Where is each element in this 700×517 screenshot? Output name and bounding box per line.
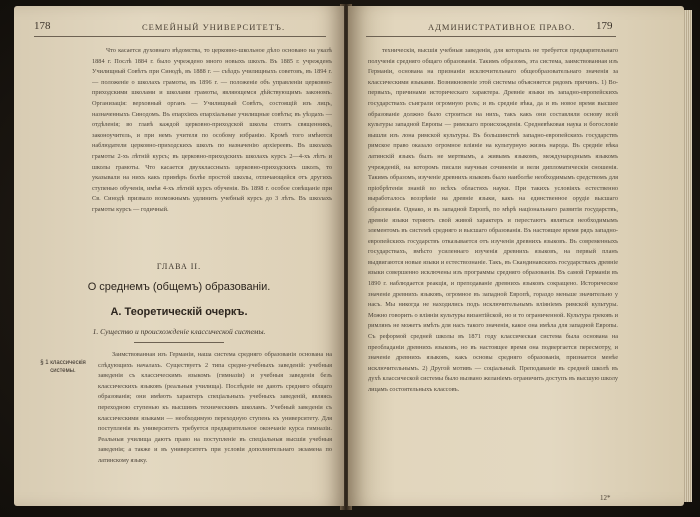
left-page [14, 6, 344, 506]
page-number: 179 [596, 20, 613, 32]
section-title: А. Теоретическій очеркъ. [110, 306, 248, 318]
body-text: техническія, высшія учебныя заведенія, для которыхъ не требуется предварительнаго полученія средняго общаго образованія. Такимъ образомъ, эта система, заимствованная изъ Германіи, основана на признаніи исключительнаго общеобразовательнаго значенія за классическими языками. Возникновеніе этой системы объясняется рядомъ причинъ. 1) Во-первыхъ, причинами историческаго характера. Древніе языки въ западно-европейскихъ государствахъ съиграли огромную роль; и въ средніе вѣка, да и въ новое время высшее образованіе должно было строиться на нихъ, такъ какъ они составляли основу всей культуры западной Европы — римскаго происхожденія. Средневѣковая наука и богословіе вышли изъ лона римской культуры. Въ большинствѣ западно-европейскихъ государствъ римское право оказало огромное вліяніе на культурную жизнь народа. Въ средніе вѣка латинскій языкъ былъ не мертвымъ, а живымъ языкомъ, международнымъ языкомъ учрежденій, на которомъ писали научныя сочиненія и вели дипломатическія сношенія. Такимъ образомъ, изученіе древнихъ языковъ было наиболѣе необходимымъ средствомъ для пріобрѣтенія знаній во всѣхъ областяхъ науки. При такихъ условіяхъ естественно выработалось воззрѣніе на древніе языки, какъ на единственное орудіе высшаго образованія. Однако, и въ западной Европѣ, по мѣрѣ національнаго развитія государствъ, древніе языки теряютъ свой живой характеръ и перестаютъ являться необходимымъ элементомъ въ системѣ средняго и высшаго образованія. Въ настоящее время рядъ западно-европейскихъ государствъ отказывается отъ изученія древнихъ языковъ. Въ современныхъ государствахъ, вмѣсто усиленнаго изученія древнихъ языковъ, на первый планъ выдвигаются новые языки и естествознаніе. Такъ, въ Скандинавскихъ государствахъ древніе языки совершенно исключены изъ программы средняго образованія. Въ самой Германіи въ 1890 г. наблюдается реакція, и преподаваніе древнихъ языковъ сокращено. Историческое значеніе древнихъ языковъ, огромное въ западной Европѣ, гораздо меньше значительно у насъ. Мы никогда не находились подъ исключительнымъ вліяніемъ римской культуры. Можно говорить о вліяніи культуры византійской, но и то ограниченной. Культура грековъ и римлянъ не можетъ имѣть для насъ такого значенія, какое она имѣла для западной Европы. Съ реформой средней школы въ 1871 году классическая система была основана на преобладаніи древнихъ языковъ, но въ настоящее время она подвергается пересмотру, и значеніе древнихъ языковъ, какъ основы средняго образованія, признается менѣе исключительнымъ. 2) Другой мотивъ — соціальный. Преподаваніе въ средней школѣ въ духѣ классической системы было вызвано желаніемъ ограничить доступъ въ высшую школу лицамъ состоятельныхъ классовъ. [368, 47, 618, 393]
body-text-bottom: Заимствованная изъ Германіи, наша система средняго образованія основана на слѣдующихъ началахъ. Существуетъ 2 типа средне-учебныхъ заведеній: учебныя заведенія съ классическимъ языкомъ (гимназіи) и учебныя заведенія безъ классическихъ языковъ (реальныя училища). Послѣдніе не даютъ средняго общаго образованія; они имѣютъ характеръ спеціальныхъ учебныхъ заведеній, являясь переходною ступенью къ высшимъ техническимъ школамъ. Учебный заведенія съ классическими языками — необходимую переходную ступень къ университету. Для поступленія въ университетъ требуется предварительное окончаніе курса гимназіи. Реальныя училища даютъ право на поступленіе въ спеціальныя высшія учебныя заведенія; а также и въ университетъ при условіи дополнительнаго экзамена по латинскому языку. [98, 351, 332, 464]
signature-mark: 12* [600, 494, 611, 502]
right-page [348, 6, 684, 506]
running-head: АДМИНИСТРАТИВНОЕ ПРАВО. [428, 22, 576, 32]
page-edges [684, 10, 692, 502]
subsection-title: 1. Существо и происхожденіе классической системы. [92, 327, 266, 336]
header-rule [366, 36, 616, 37]
chapter-title: О среднемъ (общемъ) образованіи. [87, 281, 271, 293]
page-number: 178 [34, 20, 51, 32]
header-rule [34, 36, 326, 37]
section-rule [134, 342, 224, 343]
margin-note: § 1 классическія системы. [40, 360, 86, 374]
running-head: СЕМЕЙНЫЙ УНИВЕРСИТЕТЪ. [142, 22, 286, 32]
chapter-label: ГЛАВА II. [156, 262, 202, 271]
body-text-top: Что касается духовнаго вѣдомства, то церковно-школьное дѣло основано на указѣ 1884 г. Послѣ 1884 г. было учреждено много новыхъ школъ. Въ 1885 г. учрежденъ Училищный Совѣтъ при Синодѣ, въ 1888 г. — съѣздъ училищныхъ советовъ, въ 1894 г. — положеніе о школахъ грамоты, въ 1896 г. — положеніе объ управленіи церковно-приходскими школами и школами грамоты, являющемся дѣйствующимъ закономъ. Организація: верховный органъ — Училищный Совѣтъ, состоящій изъ лицъ, назначенныхъ Синодомъ. Въ епархіяхъ епархіальные училищные совѣты; въ уѣздахъ — отдѣленія; во главѣ каждой церковно-приходской школы стоитъ священникъ, законоучитель, и при немъ учителя по особому избранію. Кромѣ того имѣются наблюдатели церковно-приходскихъ школъ по назначенію архіереевъ. Въ школахъ грамоты 2-хъ лѣтній курсъ; въ церковно-приходскихъ школахъ курсъ 2—4-хъ лѣтъ и школы грамоты. Что касается двухклассныхъ церковно-приходскихъ школъ, то указывали на нихъ какъ примѣръ болѣе простой школы, отличающейся отъ другихъ ступенью обученія, имѣя 4-хъ лѣтній курсъ обученія. Въ 1898 г. особое совѣщаніе при Св. Синодѣ призвало возможнымъ удлинить учебный курсъ до 3 лѣтъ. Въ школахъ грамоты курсъ — годичный. [92, 47, 332, 213]
